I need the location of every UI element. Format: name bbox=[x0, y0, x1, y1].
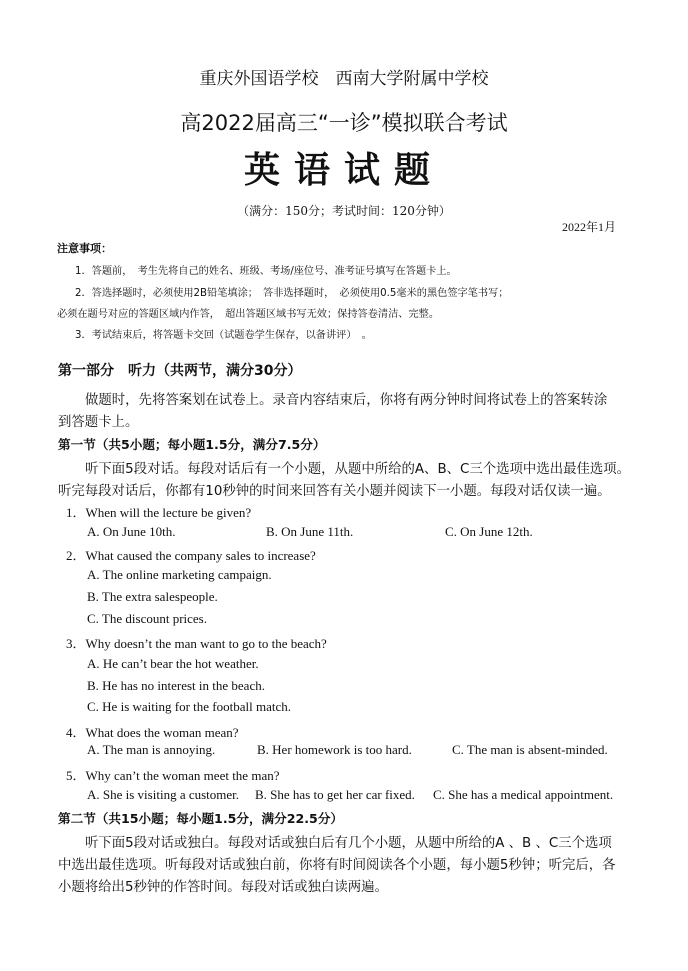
section2-instr-a: 听下面5段对话或独白。每段对话或独白后有几个小题，从题中所给的A 、B 、C三个选项 bbox=[85, 836, 612, 851]
notice-line-3: 3．考试结束后，将答题卡交回（试题卷学生保存，以备讲评） 。 bbox=[75, 330, 372, 341]
question-3 bbox=[66, 633, 327, 652]
part1-heading: 第一部分 听力（共两节，满分30分） bbox=[58, 363, 302, 379]
q2-option-a: A. The online marketing campaign. bbox=[87, 567, 272, 582]
question-1 bbox=[66, 502, 251, 521]
question-text: Why doesn’t the man want to go to the beach? bbox=[85, 636, 327, 651]
question-4 bbox=[66, 722, 239, 741]
q4-option-c: C. The man is absent-minded. bbox=[452, 742, 608, 757]
question-text: What does the woman mean? bbox=[85, 725, 239, 740]
q5-option-c: C. She has a medical appointment. bbox=[433, 787, 614, 802]
question-5 bbox=[66, 765, 279, 784]
exam-meta: （满分：150分；考试时间：120分钟） bbox=[237, 204, 451, 218]
section1-instr-b: 听完每段对话后，你都有10秒钟的时间来回答有关小题并阅读下一小题。每段对话仅读一遍。 bbox=[58, 484, 611, 499]
question-text: What caused the company sales to increase? bbox=[85, 548, 316, 563]
q1-option-b: B. On June 11th. bbox=[266, 524, 354, 539]
question-number: 3． bbox=[66, 636, 86, 651]
question-number: 2． bbox=[66, 548, 86, 563]
q4-option-b: B. Her homework is too hard. bbox=[257, 742, 412, 757]
section1-heading: 第一节（共5小题；每小题1.5分，满分7.5分） bbox=[58, 437, 326, 452]
q3-option-b: B. He has no interest in the beach. bbox=[87, 678, 265, 693]
question-number: 1． bbox=[66, 505, 86, 520]
notice-heading: 注意事项： bbox=[57, 242, 112, 255]
q1-option-c: C. On June 12th. bbox=[445, 524, 533, 539]
question-text: When will the lecture be given? bbox=[85, 505, 252, 520]
q4-option-a: A. The man is annoying. bbox=[87, 742, 216, 757]
question-number: 4． bbox=[66, 725, 86, 740]
notice-line-2a: 2．答选择题时，必须使用2B铅笔填涂； 答非选择题时， 必须使用0.5毫米的黑色签字笔书写； bbox=[75, 288, 509, 299]
question-2 bbox=[66, 545, 316, 564]
exam-date: 2022年1月 bbox=[562, 220, 617, 234]
question-text: Why can’t the woman meet the man? bbox=[85, 768, 280, 783]
exam-title: 高2022届高三“一诊”模拟联合考试 bbox=[180, 111, 508, 135]
part1-intro-b: 到答题卡上。 bbox=[58, 415, 139, 430]
question-number: 5． bbox=[66, 768, 86, 783]
part1-intro-a: 做题时，先将答案划在试卷上。录音内容结束后，你将有两分钟时间将试卷上的答案转涂 bbox=[85, 393, 608, 408]
notice-line-2b: 必须在题号对应的答题区域内作答， 超出答题区域书写无效；保持答卷清洁、完整。 bbox=[57, 309, 440, 320]
notice-line-1: 1．答题前， 考生先将自己的姓名、班级、考场/座位号、准考证号填写在答题卡上。 bbox=[75, 266, 457, 277]
q2-option-b: B. The extra salespeople. bbox=[87, 589, 218, 604]
school-names: 重庆外国语学校 西南大学附属中学校 bbox=[199, 69, 489, 89]
q2-option-c: C. The discount prices. bbox=[87, 611, 207, 626]
section1-instr-a: 听下面5段对话。每段对话后有一个小题，从题中所给的A、B、C三个选项中选出最佳选项。 bbox=[85, 462, 631, 477]
q3-option-c: C. He is waiting for the football match. bbox=[87, 699, 291, 714]
section2-heading: 第二节（共15小题；每小题1.5分，满分22.5分） bbox=[58, 811, 344, 826]
section2-instr-c: 小题将给出5秒钟的作答时间。每段对话或独白读两遍。 bbox=[58, 880, 388, 895]
q1-option-a: A. On June 10th. bbox=[87, 524, 176, 539]
q5-option-a: A. She is visiting a customer. bbox=[87, 787, 240, 802]
subject-title: 英语试题 bbox=[243, 149, 444, 191]
q3-option-a: A. He can’t bear the hot weather. bbox=[87, 656, 259, 671]
section2-instr-b: 中选出最佳选项。听每段对话或独白前，你将有时间阅读各个小题，每小题5秒钟；听完后，各 bbox=[58, 858, 616, 873]
q5-option-b: B. She has to get her car fixed. bbox=[255, 787, 415, 802]
